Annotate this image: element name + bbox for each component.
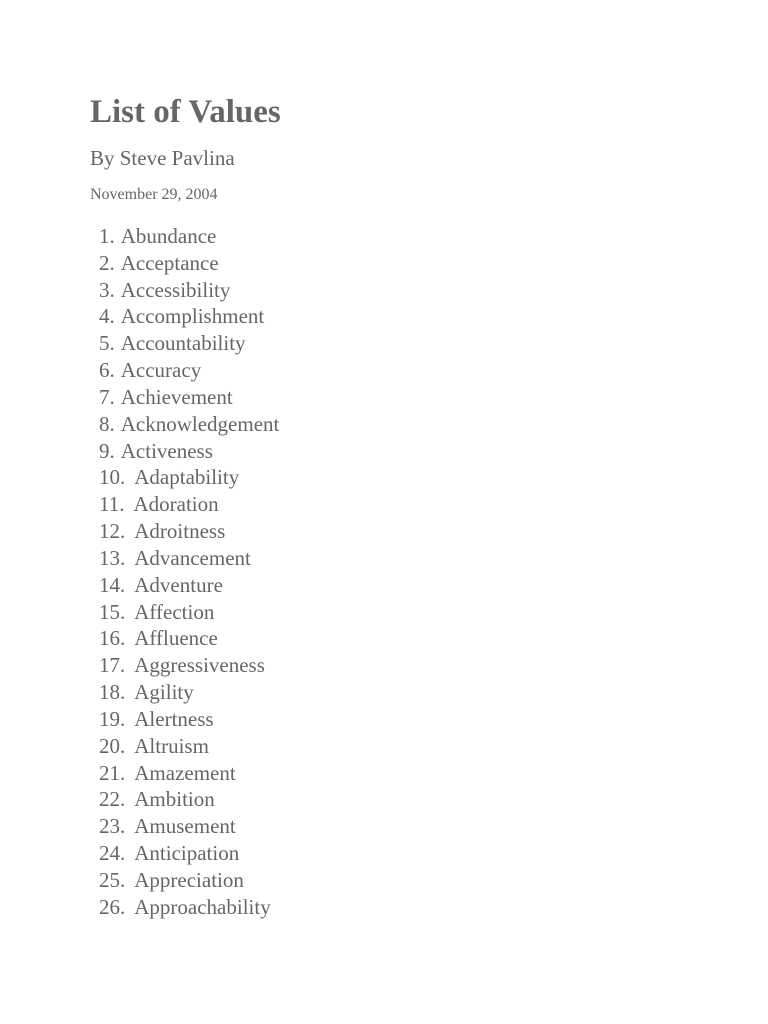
item-label: Accountability [120, 331, 246, 356]
item-label: Affluence [134, 626, 218, 651]
item-label: Agility [134, 680, 194, 705]
item-number: 6. [99, 358, 115, 383]
item-label: Alertness [134, 706, 214, 731]
item-label: Abundance [120, 224, 217, 248]
item-number: 24. [99, 841, 126, 866]
item-number: 23. [99, 814, 126, 839]
item-label: Adventure [134, 572, 223, 597]
list-item [99, 464, 279, 491]
item-number: 9. [99, 438, 115, 463]
item-number: 17. [99, 653, 126, 678]
list-item [99, 733, 279, 760]
item-label: Accessibility [120, 277, 231, 302]
list-item [99, 545, 279, 572]
item-label: Anticipation [134, 841, 240, 866]
list-item [99, 786, 279, 813]
item-number: 16. [99, 626, 126, 651]
item-number: 4. [99, 304, 115, 329]
list-item [99, 867, 279, 894]
item-number: 12. [99, 519, 126, 544]
item-label: Adoration [133, 492, 219, 517]
item-number: 26. [99, 894, 126, 919]
document-title: List of Values [90, 94, 281, 130]
item-number: 10. [99, 465, 126, 490]
item-number: 14. [99, 572, 126, 597]
list-item [99, 760, 279, 787]
item-label: Amazement [134, 760, 236, 785]
item-label: Adroitness [134, 519, 226, 544]
list-item [99, 599, 279, 626]
item-label: Achievement [120, 384, 233, 409]
item-label: Affection [134, 599, 215, 624]
list-item [99, 250, 279, 277]
item-label: Approachability [134, 894, 271, 919]
list-item [99, 223, 279, 250]
item-number: 25. [99, 867, 126, 892]
item-label: Accomplishment [120, 304, 265, 329]
item-label: Appreciation [134, 867, 244, 892]
item-number: 5. [99, 331, 115, 356]
list-item [99, 894, 279, 921]
item-number: 2. [99, 250, 115, 275]
publish-date: November 29, 2004 [90, 186, 218, 203]
item-number: 3. [99, 277, 115, 302]
list-item [99, 652, 279, 679]
list-item [99, 384, 279, 411]
item-number: 20. [99, 733, 126, 758]
item-label: Accuracy [120, 358, 202, 383]
list-item [99, 277, 279, 304]
list-item [99, 706, 279, 733]
author-byline: By Steve Pavlina [90, 146, 235, 170]
item-label: Activeness [120, 438, 213, 463]
item-number: 7. [99, 384, 115, 409]
item-label: Acceptance [120, 250, 219, 275]
item-number: 8. [99, 411, 115, 436]
list-item [99, 438, 279, 465]
item-number: 15. [99, 599, 126, 624]
item-label: Aggressiveness [134, 653, 265, 678]
values-list [99, 223, 279, 921]
item-number: 13. [99, 545, 126, 570]
list-item [99, 303, 279, 330]
item-number: 11. [99, 492, 125, 517]
item-number: 1. [99, 224, 115, 248]
item-number: 18. [99, 680, 126, 705]
list-item [99, 491, 279, 518]
list-item [99, 625, 279, 652]
list-item [99, 357, 279, 384]
item-number: 19. [99, 706, 126, 731]
item-number: 21. [99, 760, 126, 785]
item-label: Adaptability [134, 465, 240, 490]
list-item [99, 679, 279, 706]
item-number: 22. [99, 787, 126, 812]
list-item [99, 411, 279, 438]
list-item [99, 518, 279, 545]
list-item [99, 813, 279, 840]
item-label: Advancement [134, 545, 251, 570]
item-label: Acknowledgement [120, 411, 280, 436]
item-label: Amusement [134, 814, 236, 839]
list-item [99, 330, 279, 357]
item-label: Ambition [134, 787, 215, 812]
item-label: Altruism [134, 733, 209, 758]
list-item [99, 572, 279, 599]
list-item [99, 840, 279, 867]
